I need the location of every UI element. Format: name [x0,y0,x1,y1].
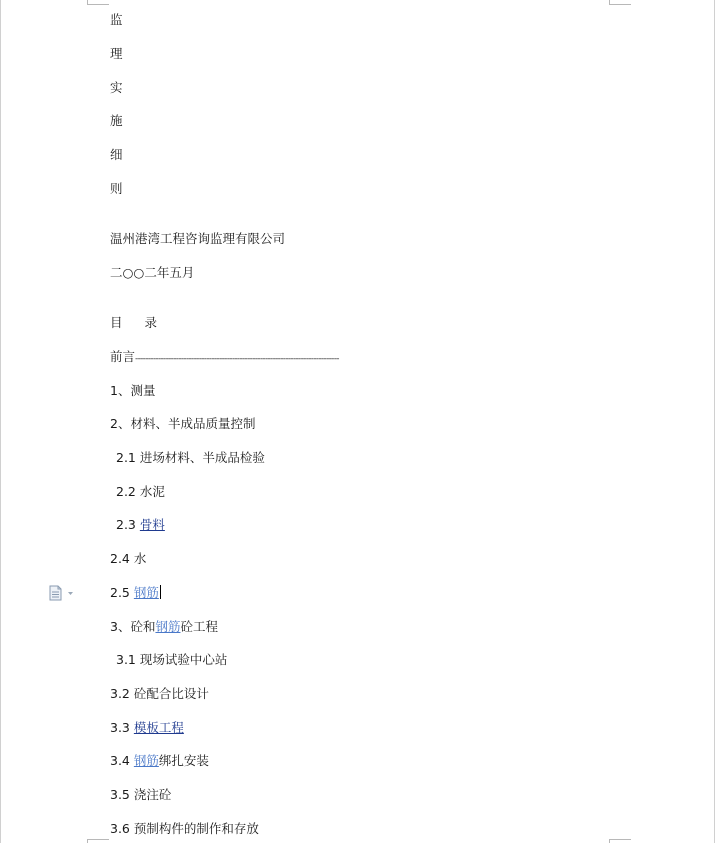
toc-item-3-3 [110,720,184,736]
toc-item-3-5: 3.5 浇注砼 [110,787,172,802]
company-name: 温州港湾工程咨询监理有限公司 [110,231,286,246]
document-date: 二○○二年五月 [110,265,195,280]
toc-item-3-1: 3.1 现场试验中心站 [116,652,228,667]
toc-item-2-2: 2.2 水泥 [116,484,165,499]
link-rebar[interactable]: 钢筋 [133,585,159,600]
title-char-2: 理 [110,46,123,61]
toc-heading-b: 录 [144,315,158,330]
toc-item-3-4 [110,753,209,769]
page-left-edge [0,0,1,843]
text-cursor [160,585,161,599]
title-char-4: 施 [110,113,123,128]
toc-heading-a: 目 [110,315,123,330]
toc-item-3-2: 3.2 砼配合比设计 [110,686,209,701]
toc-item-3-prefix: 3、砼和 [110,619,156,634]
link-rebar-2[interactable]: 钢筋 [155,619,181,634]
toc-item-3-3-number: 3.3 [110,720,134,735]
toc-item-3-6: 3.6 预制构件的制作和存放 [110,821,259,836]
toc-preface [110,349,339,365]
link-aggregate[interactable]: 骨料 [139,517,165,532]
toc-item-3-4-rest: 绑扎安装 [158,753,209,768]
crop-mark-top-left-h [87,4,109,5]
title-char-3: 实 [110,80,123,95]
toc-item-2-5-number: 2.5 [110,585,134,600]
toc-preface-label: 前言 [110,349,136,364]
toc-preface-leader: -------------------------------------------------------------------------------- [135,354,339,364]
page-right-edge [714,0,715,843]
toc-item-3 [110,619,218,635]
crop-mark-bottom-right-h [609,839,631,840]
toc-item-2-5 [110,585,161,601]
toc-item-1: 1、测量 [110,383,156,398]
toc-item-2-4: 2.4 水 [110,551,147,566]
toc-item-2-3-number: 2.3 [116,517,140,532]
link-formwork[interactable]: 模板工程 [133,720,184,735]
title-char-1: 监 [110,12,123,27]
paragraph-options-icon[interactable] [49,585,75,601]
toc-item-3-suffix: 砼工程 [180,619,218,634]
title-char-6: 则 [110,181,123,196]
toc-item-3-4-number: 3.4 [110,753,134,768]
link-rebar-3[interactable]: 钢筋 [133,753,159,768]
crop-mark-bottom-left-h [87,839,109,840]
toc-item-2-1: 2.1 进场材料、半成品检验 [116,450,265,465]
toc-item-2: 2、材料、半成品质量控制 [110,416,256,431]
toc-item-2-3 [116,517,165,533]
crop-mark-top-right-h [609,4,631,5]
title-char-5: 细 [110,147,123,162]
toc-heading [110,315,157,331]
